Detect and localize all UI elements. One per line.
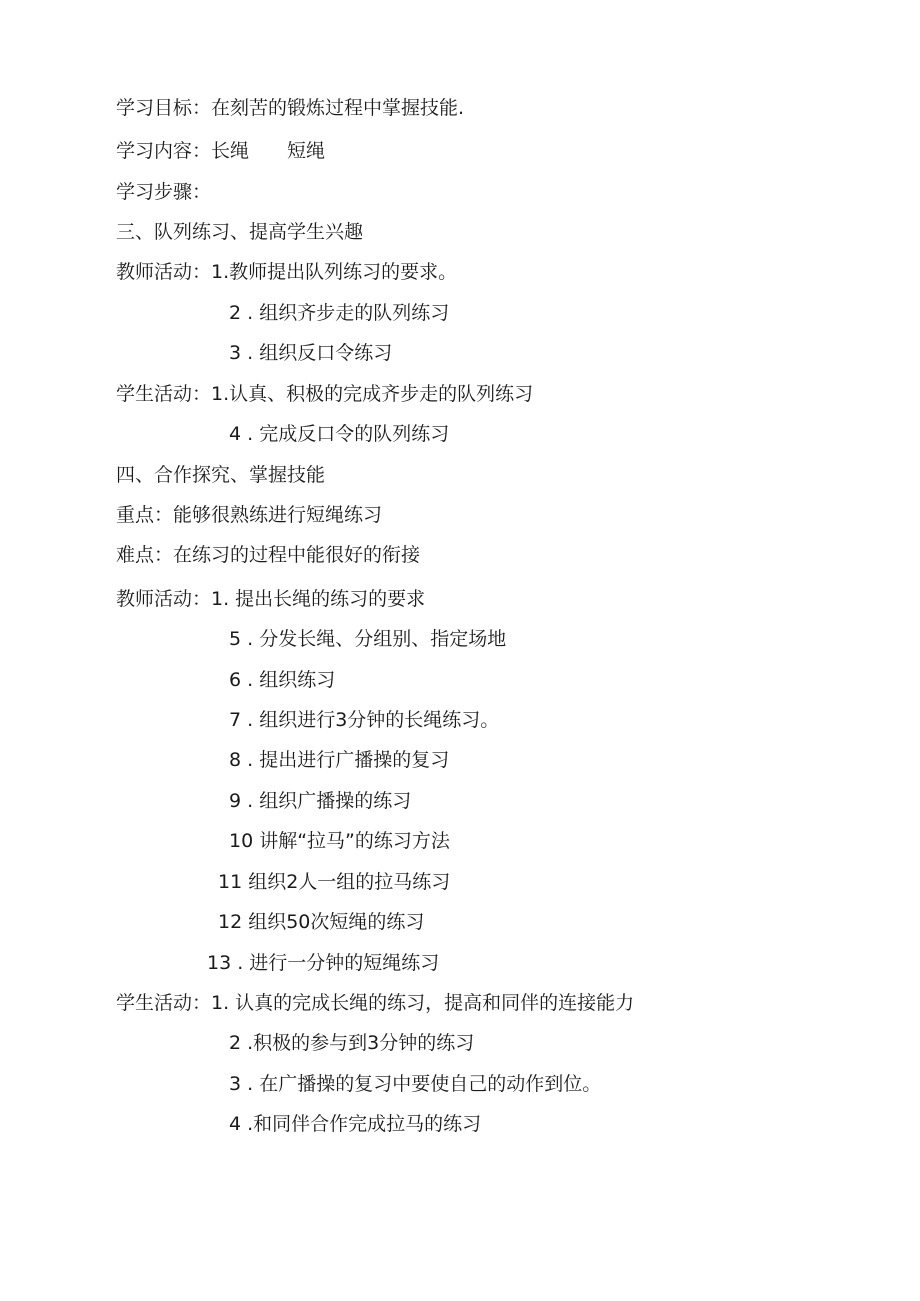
student-activity-2-item-4: 4 .和同伴合作完成拉马的练习	[229, 1113, 482, 1135]
teacher-activity-2-item-10: 10 讲解“拉马”的练习方法	[229, 830, 450, 852]
section-four-heading: 四、合作探究、掌握技能	[116, 464, 326, 486]
teacher-activity-1-item-1: 教师活动：1.教师提出队列练习的要求。	[116, 261, 458, 283]
learning-content-line: 学习内容：长绳 短绳	[116, 140, 326, 162]
student-activity-1-item-1: 学生活动：1.认真、积极的完成齐步走的队列练习	[116, 383, 534, 405]
student-activity-2-item-2: 2 .积极的参与到3分钟的练习	[229, 1032, 475, 1054]
teacher-activity-2-item-13: 13 . 进行一分钟的短绳练习	[207, 952, 440, 974]
learning-steps-heading: 学习步骤：	[116, 181, 212, 203]
key-point-line: 重点：能够很熟练进行短绳练习	[116, 504, 383, 526]
teacher-activity-2-item-11: 11 组织2人一组的拉马练习	[218, 871, 451, 893]
teacher-activity-2-item-6: 6 . 组织练习	[229, 669, 336, 691]
teacher-activity-2-item-1: 教师活动：1. 提出长绳的练习的要求	[116, 588, 426, 610]
student-activity-2-item-3: 3 . 在广播操的复习中要使自己的动作到位。	[229, 1073, 602, 1095]
difficulty-line: 难点：在练习的过程中能很好的衔接	[116, 544, 421, 566]
teacher-activity-2-item-8: 8 . 提出进行广播操的复习	[229, 749, 450, 771]
learning-goal-line: 学习目标：在刻苦的锻炼过程中掌握技能.	[116, 97, 465, 119]
teacher-activity-2-item-12: 12 组织50次短绳的练习	[218, 911, 425, 933]
student-activity-2-item-1: 学生活动：1. 认真的完成长绳的练习，提高和同伴的连接能力	[116, 992, 635, 1014]
section-three-heading: 三、队列练习、提高学生兴趣	[116, 221, 364, 243]
teacher-activity-2-item-7: 7 . 组织进行3分钟的长绳练习。	[229, 709, 500, 731]
teacher-activity-2-item-9: 9 . 组织广播操的练习	[229, 790, 412, 812]
student-activity-1-item-4: 4 . 完成反口令的队列练习	[229, 423, 450, 445]
teacher-activity-1-item-3: 3 . 组织反口令练习	[229, 342, 393, 364]
teacher-activity-1-item-2: 2 . 组织齐步走的队列练习	[229, 302, 450, 324]
teacher-activity-2-item-5: 5 . 分发长绳、分组别、指定场地	[229, 628, 507, 650]
